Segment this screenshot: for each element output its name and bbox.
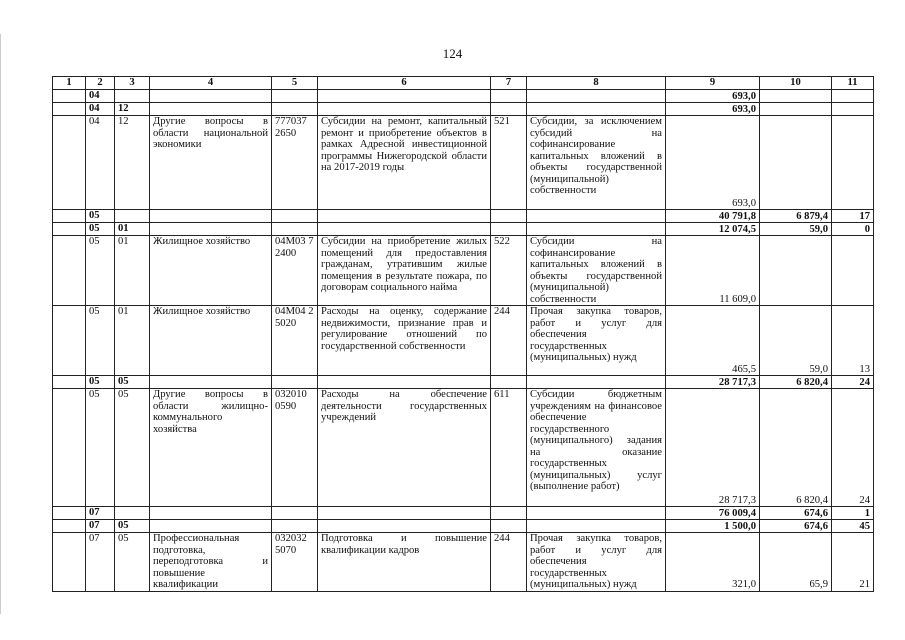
header-cell: 2 — [86, 77, 115, 90]
table-cell-col-8 — [527, 507, 666, 520]
table-cell-col-10 — [760, 116, 832, 210]
table-cell-col-9: 693,0 — [666, 90, 760, 103]
table-cell-col-7 — [491, 507, 527, 520]
table-cell-col-1 — [53, 389, 86, 507]
table-cell-col-4: Другие вопросы в области национальной экономики — [150, 116, 272, 210]
table-cell-col-7 — [491, 376, 527, 389]
table-cell-col-6: Подготовка и повышение квалификации кадров — [318, 533, 491, 592]
table-cell-col-7 — [491, 210, 527, 223]
table-cell-col-5 — [272, 90, 318, 103]
table-cell-col-8 — [527, 376, 666, 389]
table-cell-col-1 — [53, 210, 86, 223]
header-cell: 10 — [760, 77, 832, 90]
table-cell-col-7: 244 — [491, 533, 527, 592]
table-cell-col-2: 05 — [86, 236, 115, 306]
table-cell-col-5 — [272, 223, 318, 236]
table-cell-col-9: 693,0 — [666, 116, 760, 210]
table-cell-col-5: 032032 5070 — [272, 533, 318, 592]
table-cell-col-9: 76 009,4 — [666, 507, 760, 520]
header-cell: 11 — [832, 77, 874, 90]
table-cell-col-6: Субсидии на ремонт, капитальный ремонт и приобретение объектов в рамках Адресной инвестиционной программы Нижегородской области на 2017-2019 годы — [318, 116, 491, 210]
table-cell-col-9: 693,0 — [666, 103, 760, 116]
table-cell-col-2: 04 — [86, 116, 115, 210]
table-cell-col-10: 59,0 — [760, 223, 832, 236]
table-cell-col-8 — [527, 223, 666, 236]
table-cell-col-3 — [115, 507, 150, 520]
table-cell-col-6 — [318, 507, 491, 520]
budget-table — [52, 76, 874, 592]
table-cell-col-8: Прочая закупка товаров, работ и услуг для обеспечения государственных (муниципальных) нужд — [527, 533, 666, 592]
table-cell-col-10: 59,0 — [760, 306, 832, 376]
table-cell-col-8 — [527, 90, 666, 103]
table-cell-col-4 — [150, 223, 272, 236]
table-cell-col-7: 521 — [491, 116, 527, 210]
table-cell-col-3: 05 — [115, 376, 150, 389]
table-cell-col-10: 6 820,4 — [760, 376, 832, 389]
table-cell-col-11 — [832, 116, 874, 210]
table-cell-col-7 — [491, 90, 527, 103]
header-row — [53, 77, 874, 90]
table-cell-col-6 — [318, 223, 491, 236]
subtotal-row — [53, 103, 874, 116]
header-cell: 1 — [53, 77, 86, 90]
table-cell-col-10: 674,6 — [760, 520, 832, 533]
table-cell-col-11 — [832, 90, 874, 103]
table-cell-col-1 — [53, 306, 86, 376]
table-cell-col-4 — [150, 520, 272, 533]
subtotal-row — [53, 376, 874, 389]
table-cell-col-11: 13 — [832, 306, 874, 376]
table-cell-col-11: 45 — [832, 520, 874, 533]
table-row — [53, 116, 874, 210]
subtotal-row — [53, 90, 874, 103]
table-cell-col-4: Жилищное хозяйство — [150, 306, 272, 376]
table-cell-col-8: Субсидии, за исключением субсидий на софинансирование капитальных вложений в объекты государственной (муниципальной) собственности — [527, 116, 666, 210]
table-cell-col-2: 07 — [86, 533, 115, 592]
table-cell-col-10 — [760, 236, 832, 306]
table-cell-col-2: 05 — [86, 389, 115, 507]
table-cell-col-11 — [832, 103, 874, 116]
table-cell-col-6: Субсидии на приобретение жилых помещений для предоставления гражданам, утратившим жилые помещения в результате пожара, по договорам социального найма — [318, 236, 491, 306]
table-cell-col-10 — [760, 103, 832, 116]
table-cell-col-5: 777037 2650 — [272, 116, 318, 210]
table-cell-col-11: 21 — [832, 533, 874, 592]
table-cell-col-3: 05 — [115, 533, 150, 592]
table-cell-col-4 — [150, 507, 272, 520]
table-cell-col-5: 04М03 72400 — [272, 236, 318, 306]
table-row — [53, 389, 874, 507]
table-cell-col-2: 04 — [86, 90, 115, 103]
table-cell-col-2: 07 — [86, 507, 115, 520]
table-cell-col-5 — [272, 376, 318, 389]
table-cell-col-2: 05 — [86, 306, 115, 376]
table-cell-col-2: 05 — [86, 210, 115, 223]
table-cell-col-10: 6 879,4 — [760, 210, 832, 223]
table-cell-col-5 — [272, 103, 318, 116]
table-cell-col-5 — [272, 507, 318, 520]
table-cell-col-3: 01 — [115, 306, 150, 376]
table-cell-col-3: 12 — [115, 103, 150, 116]
table-cell-col-6: Расходы на обеспечение деятельности государственных учреждений — [318, 389, 491, 507]
table-cell-col-11: 17 — [832, 210, 874, 223]
table-cell-col-11: 24 — [832, 389, 874, 507]
table-cell-col-4: Другие вопросы в области жилищно-коммунального хозяйства — [150, 389, 272, 507]
table-cell-col-1 — [53, 520, 86, 533]
table-cell-col-4 — [150, 210, 272, 223]
table-cell-col-6 — [318, 103, 491, 116]
table-cell-col-1 — [53, 116, 86, 210]
table-cell-col-3 — [115, 90, 150, 103]
table-cell-col-9: 465,5 — [666, 306, 760, 376]
budget-table-body — [53, 77, 874, 592]
table-cell-col-10: 65,9 — [760, 533, 832, 592]
table-cell-col-4 — [150, 90, 272, 103]
table-cell-col-7: 522 — [491, 236, 527, 306]
table-cell-col-8: Субсидии бюджетным учреждениям на финансовое обеспечение государственного (муниципального) задания на оказание государственных (муниципальных) услуг (выполнение работ) — [527, 389, 666, 507]
table-row — [53, 236, 874, 306]
table-cell-col-4: Профессиональная подготовка, переподготовка и повышение квалификации — [150, 533, 272, 592]
table-cell-col-9: 28 717,3 — [666, 389, 760, 507]
table-cell-col-2: 05 — [86, 376, 115, 389]
table-cell-col-2: 07 — [86, 520, 115, 533]
table-cell-col-11 — [832, 236, 874, 306]
table-cell-col-3: 01 — [115, 223, 150, 236]
table-cell-col-4 — [150, 376, 272, 389]
table-row — [53, 306, 874, 376]
table-cell-col-8: Субсидии на софинансирование капитальных вложений в объекты государственной (муниципальной) собственности — [527, 236, 666, 306]
table-cell-col-11: 24 — [832, 376, 874, 389]
table-cell-col-7 — [491, 103, 527, 116]
table-cell-col-5: 04М04 25020 — [272, 306, 318, 376]
subtotal-row — [53, 210, 874, 223]
table-cell-col-9: 40 791,8 — [666, 210, 760, 223]
table-cell-col-1 — [53, 103, 86, 116]
subtotal-row — [53, 520, 874, 533]
table-cell-col-2: 04 — [86, 103, 115, 116]
table-cell-col-3: 05 — [115, 520, 150, 533]
table-cell-col-11: 1 — [832, 507, 874, 520]
table-cell-col-1 — [53, 533, 86, 592]
table-cell-col-6 — [318, 90, 491, 103]
table-cell-col-2: 05 — [86, 223, 115, 236]
table-cell-col-1 — [53, 507, 86, 520]
table-cell-col-5: 032010 0590 — [272, 389, 318, 507]
table-cell-col-7: 611 — [491, 389, 527, 507]
page-edge-line — [0, 34, 3, 614]
table-cell-col-1 — [53, 376, 86, 389]
subtotal-row — [53, 223, 874, 236]
header-cell: 9 — [666, 77, 760, 90]
table-cell-col-3: 12 — [115, 116, 150, 210]
header-cell: 5 — [272, 77, 318, 90]
table-cell-col-10: 6 820,4 — [760, 389, 832, 507]
table-cell-col-3: 01 — [115, 236, 150, 306]
table-cell-col-7 — [491, 520, 527, 533]
table-cell-col-8 — [527, 520, 666, 533]
table-cell-col-1 — [53, 236, 86, 306]
header-cell: 4 — [150, 77, 272, 90]
table-cell-col-9: 12 074,5 — [666, 223, 760, 236]
table-cell-col-6 — [318, 376, 491, 389]
header-cell: 7 — [491, 77, 527, 90]
table-cell-col-1 — [53, 223, 86, 236]
table-cell-col-8: Прочая закупка товаров, работ и услуг для обеспечения государственных (муниципальных) нужд — [527, 306, 666, 376]
table-cell-col-7 — [491, 223, 527, 236]
header-cell: 3 — [115, 77, 150, 90]
table-cell-col-9: 321,0 — [666, 533, 760, 592]
table-cell-col-3: 05 — [115, 389, 150, 507]
table-cell-col-11: 0 — [832, 223, 874, 236]
table-cell-col-9: 28 717,3 — [666, 376, 760, 389]
table-cell-col-9: 11 609,0 — [666, 236, 760, 306]
table-cell-col-8 — [527, 210, 666, 223]
subtotal-row — [53, 507, 874, 520]
table-row — [53, 533, 874, 592]
table-cell-col-4: Жилищное хозяйство — [150, 236, 272, 306]
table-cell-col-10: 674,6 — [760, 507, 832, 520]
table-cell-col-9: 1 500,0 — [666, 520, 760, 533]
table-cell-col-6: Расходы на оценку, содержание недвижимости, признание прав и регулирование отношений по государственной собственности — [318, 306, 491, 376]
header-cell: 8 — [527, 77, 666, 90]
header-cell: 6 — [318, 77, 491, 90]
table-cell-col-10 — [760, 90, 832, 103]
table-cell-col-4 — [150, 103, 272, 116]
page-number: 124 — [442, 46, 463, 61]
table-cell-col-5 — [272, 520, 318, 533]
table-cell-col-6 — [318, 210, 491, 223]
table-cell-col-8 — [527, 103, 666, 116]
table-cell-col-3 — [115, 210, 150, 223]
table-cell-col-6 — [318, 520, 491, 533]
table-cell-col-7: 244 — [491, 306, 527, 376]
table-cell-col-5 — [272, 210, 318, 223]
table-cell-col-1 — [53, 90, 86, 103]
